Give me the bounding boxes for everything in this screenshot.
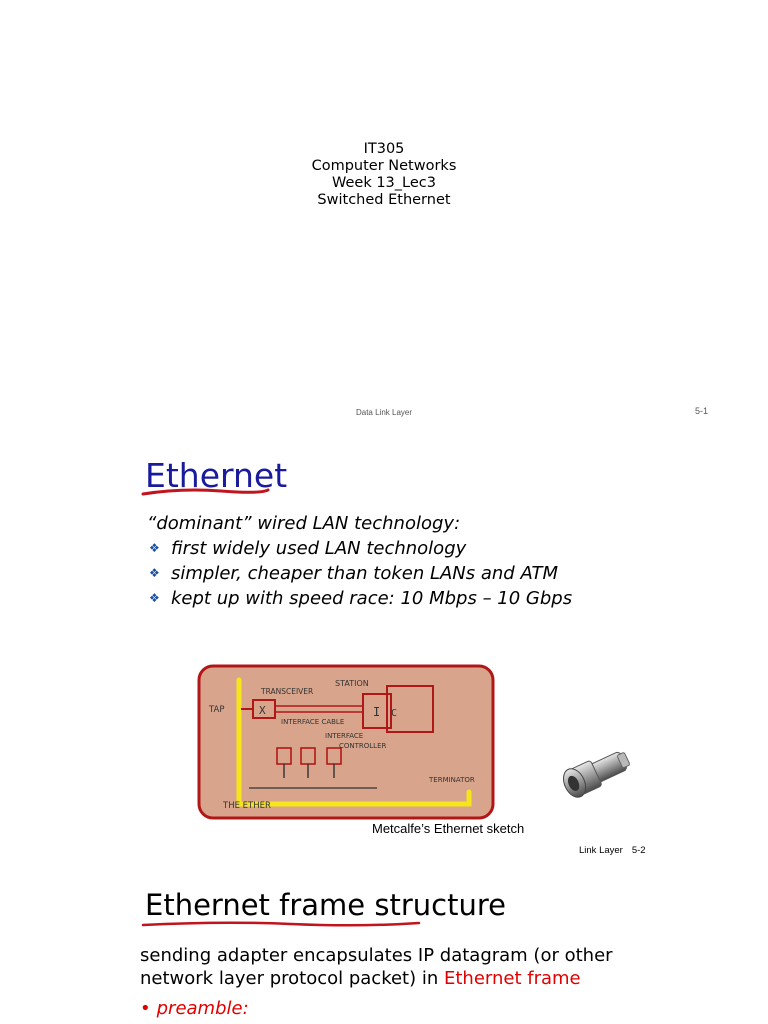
ether-label: THE ETHER	[223, 801, 271, 811]
interface-controller-label: CONTROLLER	[339, 742, 387, 750]
intro-text: “dominant” wired LAN technology:	[147, 513, 461, 534]
slide-ethernet	[0, 432, 768, 866]
image-caption: Metcalfe’s Ethernet sketch	[372, 821, 525, 836]
lecture-topic: Switched Ethernet	[317, 192, 451, 208]
slide-cover	[0, 0, 768, 432]
list-item	[140, 998, 249, 1019]
cover-title	[0, 141, 768, 209]
bullet-text: first widely used LAN technology	[171, 538, 467, 559]
slide-title: Ethernet	[145, 456, 288, 495]
bullet-icon: •	[140, 998, 151, 1019]
bullet-list	[147, 536, 747, 611]
slide-title: Ethernet frame structure	[145, 888, 506, 922]
list-item	[147, 536, 747, 561]
bullet-text: simpler, cheaper than token LANs and ATM	[171, 563, 558, 584]
diamond-bullet-icon: ❖	[149, 566, 160, 580]
title-underline	[141, 486, 271, 498]
slide-frame-structure	[0, 866, 768, 1024]
interface-box-label: I	[373, 705, 381, 719]
transceiver-label: TRANSCEIVER	[261, 687, 314, 696]
slide-body	[147, 512, 747, 611]
lecture-week: Week 13_Lec3	[332, 175, 436, 191]
slide-footer	[579, 845, 646, 856]
highlight-text: Ethernet frame	[444, 968, 581, 989]
interface-controller-label: INTERFACE	[325, 732, 364, 740]
bnc-connector-image	[553, 744, 635, 806]
list-item	[147, 561, 747, 586]
title-underline	[141, 919, 421, 929]
footer-label: Link Layer	[579, 845, 623, 856]
tap-label: TAP	[209, 705, 225, 715]
slide-page-number: 5-2	[631, 845, 646, 856]
list-item	[147, 586, 747, 611]
transceiver-box-label: X	[259, 704, 266, 717]
course-code: IT305	[363, 141, 405, 157]
bullet-text: preamble:	[156, 998, 249, 1019]
slide-page-number: 5-1	[695, 406, 709, 416]
bullet-text: kept up with speed race: 10 Mbps – 10 Gbps	[171, 588, 573, 609]
metcalfe-sketch-image	[197, 664, 495, 820]
body-text: sending adapter encapsulates IP datagram (or other network layer protocol packet) in	[140, 945, 613, 989]
slide-body	[140, 944, 620, 990]
slide-footer: Data Link Layer	[355, 408, 413, 417]
station-label: STATION	[335, 679, 369, 688]
interface-cable-label: INTERFACE CABLE	[281, 718, 345, 726]
course-name: Computer Networks	[311, 158, 457, 174]
controller-box-label: C	[391, 708, 398, 719]
terminator-label: TERMINATOR	[429, 776, 475, 784]
diamond-bullet-icon: ❖	[149, 541, 160, 555]
diamond-bullet-icon: ❖	[149, 591, 160, 605]
